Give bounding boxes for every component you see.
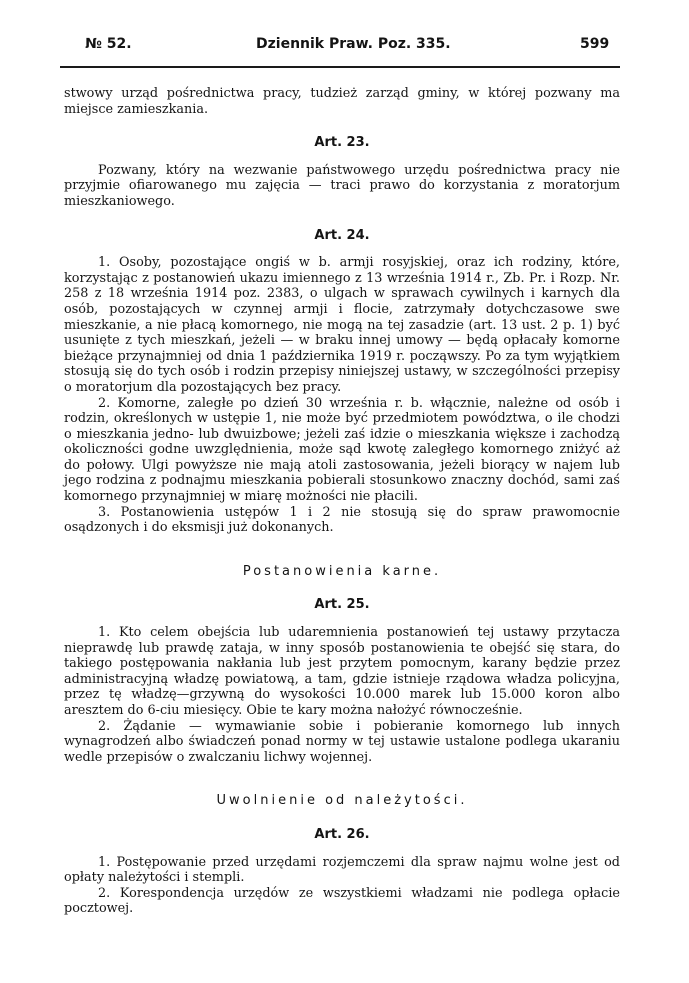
article-24-paragraph-1: 1. Osoby, pozostające ongiś w b. armji rosyjskiej, oraz ich rodziny, które, korzystając z postanowień ukazu imiennego z 13 września 1914 r., Zb. Pr. i Rozp. Nr. 258 z 18 września 1914 poz. 2383, o ulgach w sprawach cywilnych i karnych dla osób, pozostających w czynnej armji i flocie, zatrzymały dotychczasowe swe mieszkanie, a nie płacą komornego, nie mogą na tej zasadzie (art. 13 ust. 2 p. 1) być usunięte z tych mieszkań, jeżeli — w braku innej umowy — będą opłacały komorne bieżące przynajmniej od dnia 1 października 1919 r. począwszy. Po za tym wyjątkiem stosują się do tych osób i rodzin przepisy niniejszej ustawy, w szczególności przepisy o moratorjum dla pozostających bez pracy. xyxy=(64,255,620,395)
page-number: 599 xyxy=(580,36,610,52)
article-26-paragraph-2: 2. Korespondencja urzędów ze wszystkiemi władzami nie podlega opłacie pocztowej. xyxy=(64,885,620,917)
article-23-heading: Art. 23. xyxy=(314,135,370,151)
article-24-heading: Art. 24. xyxy=(314,227,370,243)
article-24-paragraph-2: 2. Komorne, zaległe po dzień 30 września r. b. włącznie, należne od osób i rodzin, określonych w ustępie 1, nie może być przedmiotem powództwa, o ile chodzi o mieszkania jedno- lub dwuizbowe; jeżeli zaś idzie o mieszkania większe i zachodzą okoliczności godne uwzględnienia, może sąd kwotę zaległego komornego zniżyć aż do połowy. Ulgi powyższe nie mają atoli zastosowania, jeżeli biorący w najem lub jego rodzina z podnajmu mieszkania pobierali stosunkowo znaczny dochód, sami zaś komornego przynajmniej w miarę możności nie płacili. xyxy=(64,395,620,505)
issue-number: № 52. xyxy=(85,36,132,52)
section-heading-fees: Uwolnienie od należytości. xyxy=(216,793,468,809)
article-26-paragraph-1: 1. Postępowanie przed urzędami rozjemczemi dla spraw najmu wolne jest od opłaty należytości i stempli. xyxy=(64,854,620,886)
journal-title: Dziennik Praw. Poz. 335. xyxy=(256,36,451,52)
article-24-paragraph-3: 3. Postanowienia ustępów 1 i 2 nie stosują się do spraw prawomocnie osądzonych i do eksmisji już dokonanych. xyxy=(64,504,620,536)
article-25-paragraph-1: 1. Kto celem obejścia lub udaremnienia postanowień tej ustawy przytacza nieprawdę lub prawdę zataja, w inny sposób postanowienia te obejść się stara, do takiego postępowania nakłania lub jest przytem pomocnym, karany będzie przez administracyjną władzę powiatową, a tam, gdzie istnieje rządowa władza policyjna, przez tę władzę—grzywną do wysokości 10.000 marek lub 15.000 koron albo aresztem do 6-ciu miesięcy. Obie te kary można nałożyć równocześnie. xyxy=(64,625,620,718)
article-25-heading: Art. 25. xyxy=(314,597,370,613)
section-heading-penal: Postanowienia karne. xyxy=(242,563,442,579)
article-25-paragraph-2: 2. Żądanie — wymawianie sobie i pobieranie komornego lub innych wynagrodzeń albo świadczeń ponad normy w tej ustawie ustalone podlega ukaraniu wedle przepisów o zwalczaniu lichwy wojennej. xyxy=(64,718,620,765)
opening-paragraph: stwowy urząd pośrednictwa pracy, tudzież zarząd gminy, w której pozwany ma miejsce zamieszkania. xyxy=(64,86,620,117)
header-rule xyxy=(60,66,620,68)
page-body xyxy=(64,86,620,917)
page-header xyxy=(60,28,620,50)
article-23-text: Pozwany, który na wezwanie państwowego urzędu pośrednictwa pracy nie przyjmie ofiarowanego mu zajęcia — traci prawo do korzystania z moratorjum mieszkaniowego. xyxy=(64,162,620,209)
article-26-heading: Art. 26. xyxy=(314,826,370,842)
